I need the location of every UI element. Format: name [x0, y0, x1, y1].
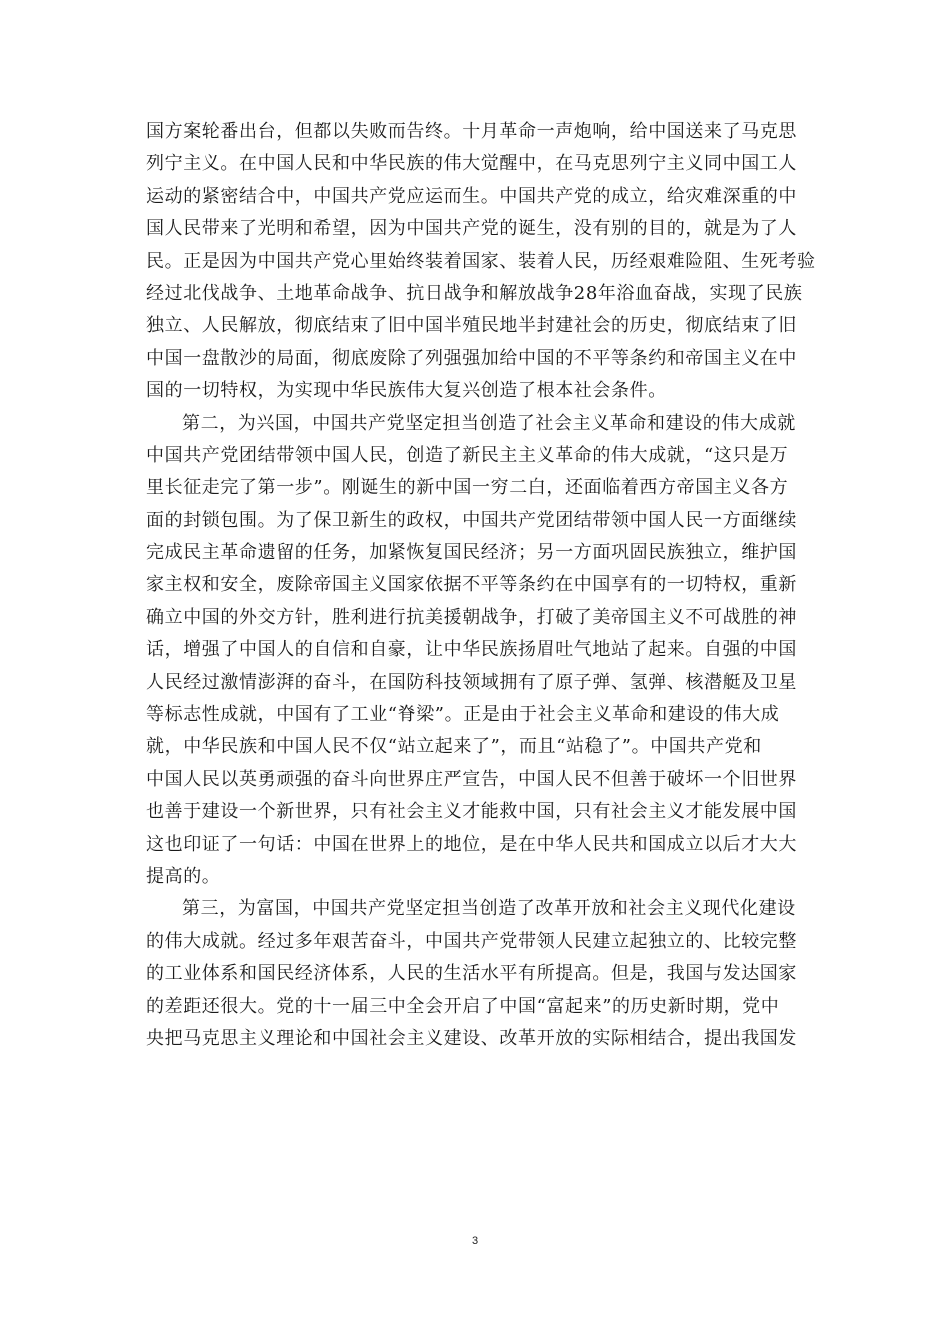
- text-line: 央把马克思主义理论和中国社会主义建设、改革开放的实际相结合，提出我国发: [146, 1027, 797, 1049]
- text-line: 独立、人民解放，彻底结束了旧中国半殖民地半封建社会的历史，彻底结束了旧: [146, 315, 797, 337]
- text-line: 话，增强了中国人的自信和自豪，让中华民族扬眉吐气地站了起来。自强的中国: [146, 639, 797, 661]
- text-line: 国的一切特权，为实现中华民族伟大复兴创造了根本社会条件。: [146, 380, 667, 402]
- text-line: 经过北伐战争、土地革命战争、抗日战争和解放战争28年浴血奋战，实现了民族: [146, 282, 803, 304]
- text-line: 这也印证了一句话：中国在世界上的地位，是在中华人民共和国成立以后才大大: [146, 833, 797, 855]
- text-line: 家主权和安全，废除帝国主义国家依据不平等条约在中国享有的一切特权，重新: [146, 574, 797, 596]
- text-line: 面的封锁包围。为了保卫新生的政权，中国共产党团结带领中国人民一方面继续: [146, 509, 797, 531]
- text-line: 等标志性成就，中国有了工业“脊梁”。正是由于社会主义革命和建设的伟大成: [146, 704, 780, 726]
- document-body: [146, 116, 816, 1055]
- text-line: 完成民主革命遗留的任务，加紧恢复国民经济；另一方面巩固民族独立，维护国: [146, 542, 797, 564]
- page-number: 3: [471, 1235, 479, 1247]
- text-line: 中国共产党团结带领中国人民，创造了新民主主义革命的伟大成就，“这只是万: [146, 444, 789, 466]
- paragraph-heading-third: 第三，为富国，中国共产党坚定担当创造了改革开放和社会主义现代化建设: [182, 898, 796, 920]
- text-line: 人民经过激情澎湃的奋斗，在国防科技领域拥有了原子弹、氢弹、核潜艇及卫星: [146, 671, 797, 693]
- text-line: 国人民带来了光明和希望，因为中国共产党的诞生，没有别的目的，就是为了人: [146, 218, 797, 240]
- text-line: 中国人民以英勇顽强的奋斗向世界庄严宣告，中国人民不但善于破坏一个旧世界: [146, 768, 797, 790]
- text-line: 提高的。: [146, 865, 221, 887]
- text-line: 国方案轮番出台，但都以失败而告终。十月革命一声炮响，给中国送来了马克思: [146, 121, 797, 142]
- text-line: 的工业体系和国民经济体系，人民的生活水平有所提高。但是，我国与发达国家: [146, 963, 797, 985]
- text-line: 民。正是因为中国共产党心里始终装着国家、装着人民，历经艰难险阻、生死考验: [146, 250, 816, 272]
- text-line: 确立中国的外交方针，胜利进行抗美援朝战争，打破了美帝国主义不可战胜的神: [146, 606, 797, 628]
- text-line: 运动的紧密结合中，中国共产党应运而生。中国共产党的成立，给灾难深重的中: [146, 185, 797, 207]
- text-line: 列宁主义。在中国人民和中华民族的伟大觉醒中，在马克思列宁主义同中国工人: [146, 153, 797, 175]
- text-line: 就，中华民族和中国人民不仅“站立起来了”，而且“站稳了”。中国共产党和: [146, 736, 762, 758]
- text-line: 也善于建设一个新世界，只有社会主义才能救中国，只有社会主义才能发展中国: [146, 801, 797, 823]
- text-line: 的伟大成就。经过多年艰苦奋斗，中国共产党带领人民建立起独立的、比较完整: [146, 930, 797, 952]
- text-line: 的差距还很大。党的十一届三中全会开启了中国“富起来”的历史新时期，党中: [146, 995, 780, 1017]
- paragraph-heading-second: 第二，为兴国，中国共产党坚定担当创造了社会主义革命和建设的伟大成就: [182, 412, 796, 434]
- text-line: 中国一盘散沙的局面，彻底废除了列强强加给中国的不平等条约和帝国主义在中: [146, 347, 797, 369]
- text-line: 里长征走完了第一步”。刚诞生的新中国一穷二白，还面临着西方帝国主义各方: [146, 477, 789, 499]
